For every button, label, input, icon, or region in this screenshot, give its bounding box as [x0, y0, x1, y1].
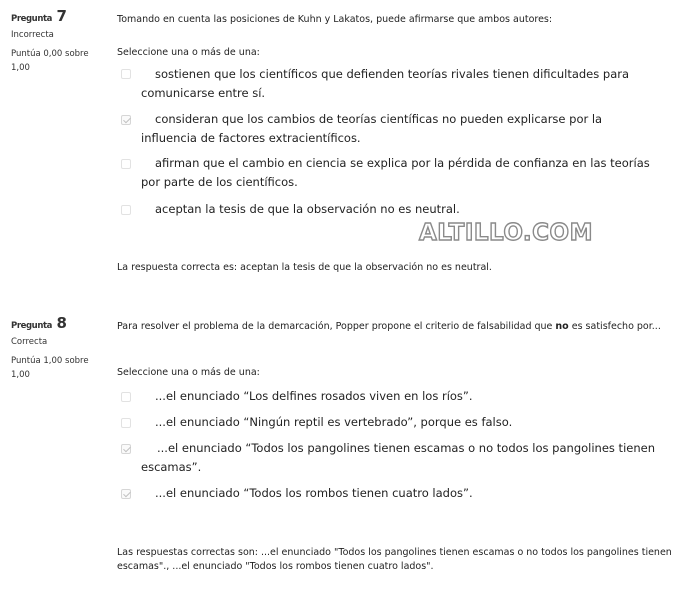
question-7-text: Tomando en cuenta las posiciones de Kuhn y Lakatos, puede afirmarse que ambos autores: [117, 14, 553, 25]
checkbox[interactable] [121, 205, 131, 215]
checkbox[interactable] [121, 418, 131, 428]
checkbox-checked[interactable] [121, 115, 131, 125]
checkbox[interactable] [121, 69, 131, 79]
question-8-state: Correcta [11, 337, 48, 347]
question-7-option-3[interactable]: afirman que el cambio en ciencia se explica por la pérdida de confianza en las teorías por parte de los científicos. [121, 154, 661, 192]
question-8-info [11, 316, 103, 382]
question-7-correct-answer: La respuesta correcta es: aceptan la tesis de que la observación no es neutral. [117, 262, 492, 273]
watermark-logo: ALTILLO.COM [419, 220, 593, 246]
question-7-option-1[interactable]: sostienen que los científicos que defienden teorías rivales tienen dificultades para comunicarse entre sí. [121, 65, 661, 103]
question-8-prompt: Seleccione una o más de una: [117, 367, 260, 378]
question-8-option-1[interactable]: ...el enunciado “Los delfines rosados viven en los ríos”. [121, 387, 661, 406]
question-8-text: Para resolver el problema de la demarcación, Popper propone el criterio de falsabilidad que no es satisfecho por... [117, 321, 661, 332]
checkbox-checked[interactable] [121, 489, 131, 499]
question-8-option-4[interactable]: ...el enunciado “Todos los rombos tienen cuatro lados”. [121, 484, 661, 503]
question-8-option-2[interactable]: ...el enunciado “Ningún reptil es vertebrado”, porque es falso. [121, 413, 661, 432]
question-8-option-3[interactable]: ...el enunciado “Todos los pangolines tienen escamas o no todos los pangolines tienen escamas”. [121, 439, 661, 477]
question-7-state: Incorrecta [11, 30, 54, 40]
question-7-info [11, 9, 103, 75]
checkbox[interactable] [121, 159, 131, 169]
question-7-prompt: Seleccione una o más de una: [117, 47, 260, 58]
checkbox-checked[interactable] [121, 444, 131, 454]
checkbox[interactable] [121, 392, 131, 402]
question-8-correct-answer: Las respuestas correctas son: ...el enunciado "Todos los pangolines tienen escamas o no todos los pangolines tienen escamas"., ...el enunciado "Todos los rombos tienen cuatro lados". [117, 547, 672, 572]
question-7-number: Pregunta 7 [11, 7, 67, 25]
question-8-number: Pregunta 8 [11, 314, 67, 332]
question-8-grade: Puntúa 1,00 sobre 1,00 [11, 356, 89, 380]
question-7-grade: Puntúa 0,00 sobre 1,00 [11, 49, 89, 73]
question-7-option-2[interactable]: consideran que los cambios de teorías científicas no pueden explicarse por la influencia de factores extracientíficos. [121, 110, 661, 148]
question-7-option-4[interactable]: aceptan la tesis de que la observación no es neutral. [121, 200, 661, 219]
